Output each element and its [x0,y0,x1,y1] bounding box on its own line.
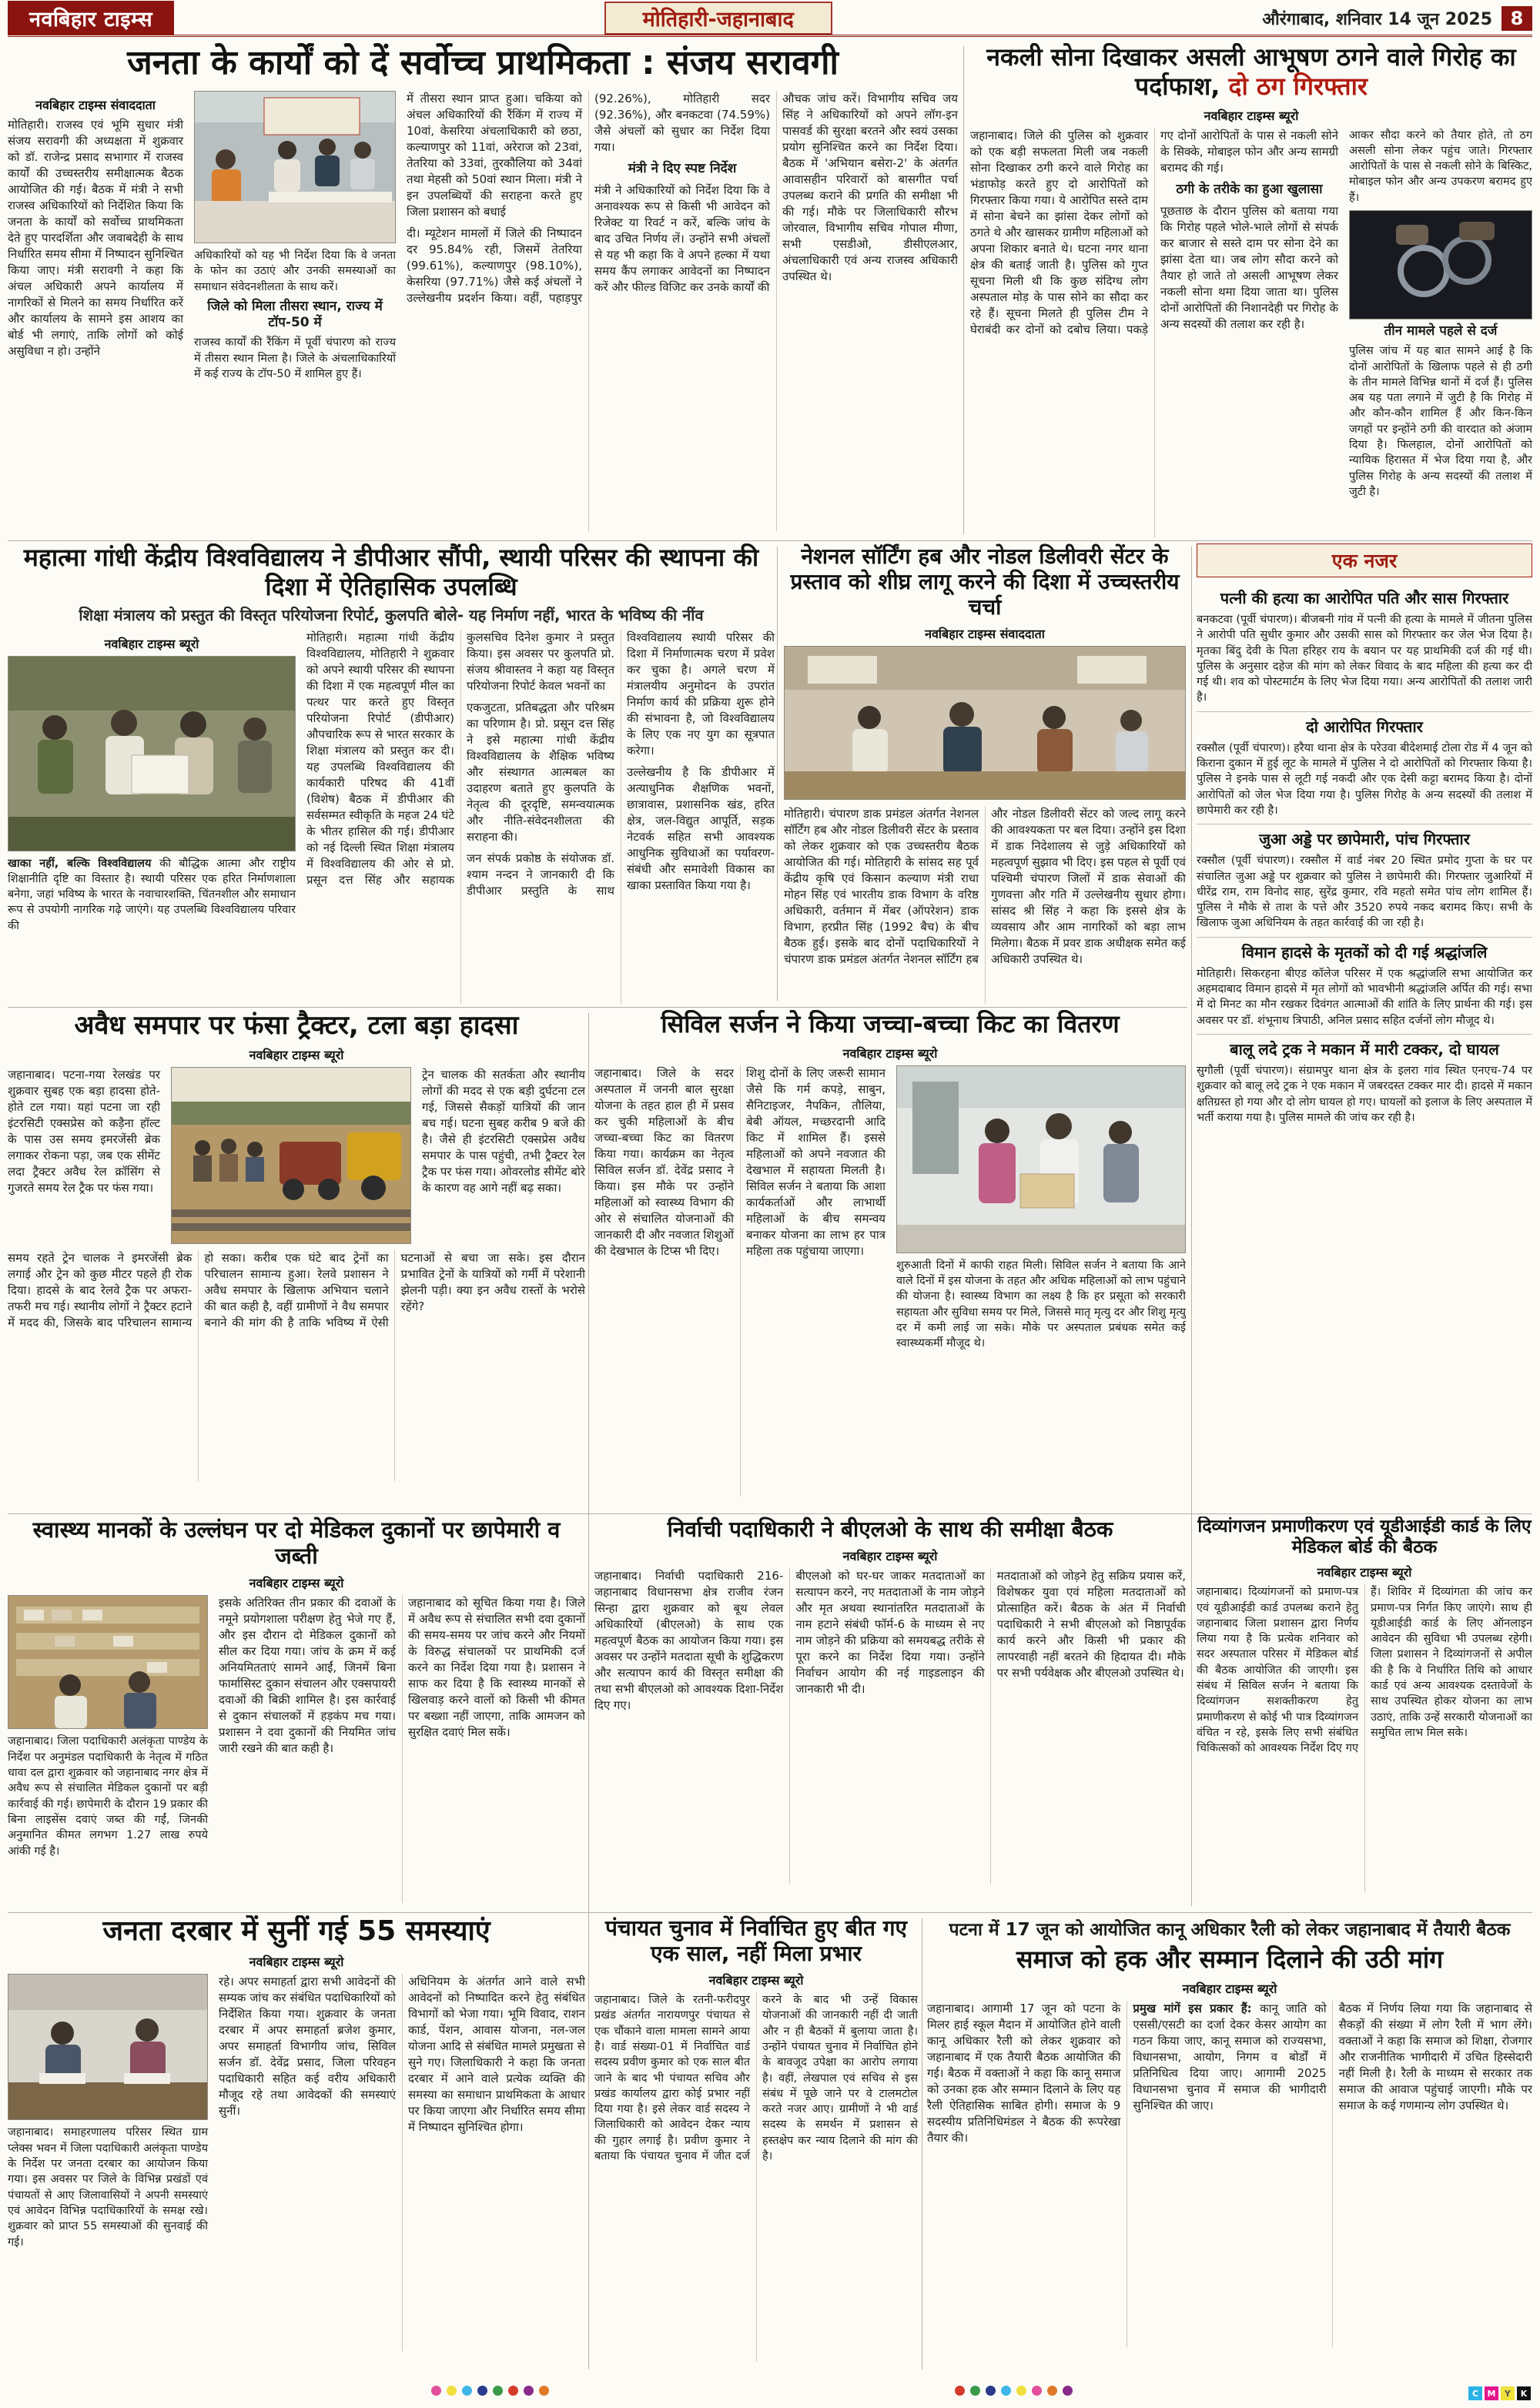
section-one-glance [1197,543,1532,1509]
byline: नवबिहार टाइम्स ब्यूरो [249,1048,344,1063]
body-text: औचक जांच करें। विभागीय सचिव जय सिंह ने अधिकारियों को अपने लॉग-इन पासवर्ड की सुरक्षा बरतने और स्वयं उसका प्रयोग सुनिश्चित करने का निर्देश दिया। बैठक में 'अभियान बसेरा-2' के अंतर्गत आवासहीन परिवारों को बासगीत पर्चा उपलब्ध कराने की प्रगति की समीक्षा भी की गई। मौके पर जिलाधिकारी सौरभ जोरवाल, विभागीय सचिव गोपाल मीणा, सभी एसडीओ, डीसीएलआर, अंचलाधिकारी एवं अन्य राजस्व अधिकारी उपस्थित थे। [782,91,958,283]
article-sorting-hub [784,543,1186,1004]
one-glance-title: एक नजर [1197,543,1532,577]
brief-body: मोतिहारी। सिकरहना बीएड कॉलेज परिसर में एक श्रद्धांजलि सभा आयोजित कर अहमदाबाद विमान हादसे में मृत लोगों को भावभीनी श्रद्धांजलि अर्पित की गई। सभा में दो मिनट का मौन रखकर दिवंगत आत्माओं की शांति के लिए प्रार्थना की गई। इस अवसर पर डॉ. शंभूनाथ त्रिपाठी, अनिल प्रसाद सहित दर्जनों लोग मौजूद थे। [1197,967,1532,1027]
headline: पंचायत चुनाव में निर्वाचित हुए बीत गए एक साल, नहीं मिला प्रभार [605,1915,907,1967]
byline: नवबिहार टाइम्स ब्यूरो [249,1955,344,1970]
body-columns [594,1992,918,2362]
body-text: मोतिहारी। चंपारण डाक प्रमंडल अंतर्गत नेशनल सॉर्टिंग हब और नोडल डिलीवरी सेंटर के प्रस्ताव को लेकर शुक्रवार को एक उच्चस्तरीय बैठक आयोजित की गई। मोतिहारी के सांसद सह पूर्व केंद्रीय कृषि एवं किसान कल्याण मंत्री राधा मोहन सिंह एवं भारतीय डाक विभाग के वरिष्ठ अधिकारी, वर्तमान में मेंबर (ऑपरेशन) डाक विभाग, हरप्रीत सिंह (1992 बैच) के बीच बैठक हुई। इसके बाद दोनों पदाधिकारियों ने चंपारण डाक प्रमंडल अंतर्गत नेशनल सॉर्टिंग हब और नोडल डिलीवरी सेंटर को जल्द लागू करने की आवश्यकता पर बल दिया। उन्होंने इस दिशा में डाक निदेशालय से जुड़े अधिकारियों को महत्वपूर्ण सुझाव भी दिए। इस पहल से पूर्वी एवं पश्चिमी चंपारण जिलों में डाक सेवाओं की गुणवत्ता और गति में उल्लेखनीय सुधार होगा। सांसद श्री सिंह ने कहा कि इससे क्षेत्र के व्यवसाय और आम नागरिकों को बड़ा लाभ मिलेगा। बैठक में प्रवर डाक अधीक्षक समेत कई अधिकारी उपस्थित थे। [784,807,1186,967]
body-text: कानू जाति को एससी/एसटी का दर्जा देकर केसर आयोग का गठन किया जाए, कानू समाज को राज्यसभा, विधानसभा, आयोग, निगम व बोर्डों में प्रतिनिधित्व दिया जाए। आगामी 2025 विधानसभा चुनाव में समाज की भागीदारी सुनिश्चित की जाए। [1133,2001,1327,2112]
body-text: मोतिहारी। महात्मा गांधी केंद्रीय विश्वविद्यालय, मोतिहारी ने शुक्रवार को अपने स्थायी परिसर की स्थापना की दिशा में एक महत्वपूर्ण मील का पत्थर पार करते हुए विस्तृत परियोजना रिपोर्ट (डीपीआर) औपचारिक रूप से भारत सरकार के शिक्षा मंत्रालय को प्रस्तुत कर दी। यह उपलब्धि विश्वविद्यालय की कार्यकारी परिषद की 41वीं (विशेष) बैठक में डीपीआर की सर्वसम्मत स्वीकृति के महज 24 घंटे के भीतर हासिल की गई। डीपीआर को नई दिल्ली स्थित शिक्षा मंत्रालय में विश्वविद्यालय की ओर से प्रो. प्रसून दत्त सिंह और सहायक कुलसचिव दिनेश कुमार ने प्रस्तुत किया। इस अवसर पर कुलपति प्रो. संजय श्रीवास्तव ने कहा यह विस्तृत परियोजना रिपोर्ट केवल भवनों का [306,630,614,887]
headline: सिविल सर्जन ने किया जच्चा-बच्चा किट का वितरण [661,1010,1120,1038]
article-gold-fraud [970,43,1532,537]
subhead: ठगी के तरीके का हुआ खुलासा [1176,181,1323,197]
body-text: रहे। अपर समाहर्ता द्वारा सभी आवेदनों की सम्यक जांच कर संबंधित पदाधिकारियों को निर्देशित किया गया। शुक्रवार के जनता दरबार में अपर समाहर्ता ब्रजेश कुमार, अपर समाहर्ता विभागीय जांच, सिविल सर्जन डॉ. देवेंद्र प्रसाद, जिला परिवहन पदाधिकारी सहित कई वरीय अधिकारी मौजूद रहे तथा आवेदकों की समस्याएं सुनीं। [219,1975,396,2119]
body-text: जहानाबाद। आगामी 17 जून को पटना के मिलर हाई स्कूल मैदान में आयोजित होने वाली कानू अधिकार रैली को लेकर शुक्रवार को जहानाबाद में एक तैयारी बैठक आयोजित की गई। बैठक में वक्ताओं ने कहा कि कानू समाज को उनका हक और सम्मान दिलाने के लिए यह रैली ऐतिहासिक साबित होगी। समाज के 9 सदस्यीय प्रतिनिधिमंडल ने बैठक की रूपरेखा तैयार की। [927,2001,1121,2145]
article-tractor-crossing [8,1010,585,1509]
body-columns [970,128,1338,538]
article-divyang-board [1197,1517,1532,1906]
body-text: राजस्व कार्यों की रैंकिंग में पूर्वी चंपारण को राज्य में तीसरा स्थान मिला है। जिले के अंचलाधिकारियों में कई राज्य के टॉप-50 में शामिल हुए हैं। [194,336,396,380]
byline: नवबिहार टाइम्स ब्यूरो [1182,1981,1277,1996]
brief-body: रक्सौल (पूर्वी चंपारण)। रक्सौल में वार्ड नंबर 20 स्थित प्रमोद गुप्ता के घर पर संचालित जुआ अड्डे पर शुक्रवार को पुलिस ने छापेमारी की। गिरफ्तार जुआरियों में धीरेंद्र राम, राम विनोद साह, सुरेंद्र कुमार, रवि महतो समेत पांच लोग शामिल हैं। पुलिस ने मौके से ताश के पत्ते और 3520 रुपये नकद बरामद किए। सभी के खिलाफ जुआ अधिनियम के तहत कार्रवाई की जा रही है। [1197,855,1532,930]
cyan-mark: C [1468,2386,1482,2400]
body-columns [219,1595,585,1903]
brief-headline: पत्नी की हत्या का आरोपित पति और सास गिरफ्तार [1220,589,1509,607]
body-text: एकजुटता, प्रतिबद्धता और परिश्रम का परिणाम है। प्रो. प्रसून दत्त सिंह ने इसे महात्मा गांधी केंद्रीय विश्वविद्यालय के शैक्षिक भविष्य और संस्थागत आत्मबल का उदाहरण बताते हुए कुलपति के नेतृत्व की दूरदृष्टि, समन्वयात्मक और नीति-संवेदनशीलता की सराहना की। [467,700,614,844]
registration-dots-right [955,2386,1073,2396]
body-text: पूछताछ के दौरान पुलिस को बताया गया कि गिरोह पहले भोले-भाले लोगों से संपर्क कर बाजार से सस्ते दाम पर सोना देने का झांसा देता था। जब लोग सौदा करने को तैयार हो जाते तो असली आभूषण लेकर नकली सोना थमा दिया जाता था। पुलिस दोनों आरोपितों की निशानदेही पर गिरोह के अन्य सदस्यों की तलाश कर रही है। [1160,203,1338,331]
byline: नवबिहार टाइम्स ब्यूरो [249,1576,344,1591]
magenta-mark: M [1485,2386,1498,2400]
body-columns [8,1250,585,1481]
body-text: उल्लेखनीय है कि डीपीआर में अत्याधुनिक शैक्षणिक भवनों, छात्रावास, प्रशासनिक खंड, हरित क्षेत्र, जल-विद्युत आपूर्ति, सड़क नेटवर्क सहित सभी आवश्यक आधुनिक सुविधाओं का पर्यावरण-संबंधी और समावेशी विकास का खाका प्रस्तावित किया गया है। [627,764,775,892]
body-columns [927,2001,1532,2347]
subhead: तीन मामले पहले से दर्ज [1384,323,1498,339]
news-brief [1197,938,1532,1035]
byline: नवबिहार टाइम्स ब्यूरो [104,636,199,651]
body-text: समय रहते ट्रेन चालक ने इमरजेंसी ब्रेक लगाई और ट्रेन को कुछ मीटर पहले ही रोक दिया। हादसे के बाद रेलवे ट्रैक पर अफरा-तफरी मच गई। स्थानीय लोगों ने ट्रैक्टर हटाने में मदद की, जिसके बाद परिचालन सामान्य हो सका। करीब एक घंटे बाद ट्रेनों का परिचालन सामान्य हुआ। रेलवे प्रशासन ने अवैध समपार के खिलाफ अभियान चलाने की बात कही है, वहीं ग्रामीणों ने वैध समपार बनाने की मांग की है ताकि भविष्य में ऐसी घटनाओं से बचा जा सके। इस दौरान प्रभावित ट्रेनों के यात्रियों को गर्मी में परेशानी झेलनी पड़ी। क्या इन अवैध रास्तों के भरोसे रहेंगे? [8,1251,585,1330]
revenue-meeting-photo [194,91,396,243]
brief-headline: बालू लदे ट्रक ने मकान में मारी टक्कर, दो घायल [1230,1039,1499,1059]
kit-distribution-photo [896,1065,1186,1253]
divider [8,1912,1532,1913]
body-text: की बौद्धिक आत्मा और राष्ट्रीय शिक्षानीति दृष्टि का विस्तार है। स्थायी परिसर एक हरित निर्माणशाला बनेगा, जहां भविष्य के भारत के नवाचारशक्ति, चिंतनशील और समाधान रूप से उपयोगी नागरिक गढ़े जाएंगे। यह उपलब्धि विश्वविद्यालय परिवार की [8,857,296,932]
body-text: अधिनियम के अंतर्गत आने वाले सभी आवेदनों को निष्पादित करने हेतु संबंधित विभागों को भेजा गया। भूमि विवाद, राशन कार्ड, पेंशन, आवास योजना, नल-जल योजना आदि से संबंधित मामले प्रमुखता से सुने गए। जिलाधिकारी ने कहा कि जनता दरबार में आने वाले प्रत्येक व्यक्ति की समस्या का समाधान प्राथमिकता के आधार पर किया जाएगा और निर्धारित समय सीमा में निष्पादन सुनिश्चित होगा। [408,1975,585,2135]
body-text: जहानाबाद। पटना-गया रेलखंड पर शुक्रवार सुबह एक बड़ा हादसा होते-होते टल गया। यहां पटना जा रही इंटरसिटी एक्सप्रेस को कड़ैना हॉल्ट के पास उस समय इमरजेंसी ब्रेक लगाकर रोकना पड़ा, जब एक सीमेंट लदा ट्रैक्टर अवैध रेल क्रॉसिंग से गुजरते समय रेल ट्रैक पर फंस गया। [8,1068,160,1196]
masthead: नवबिहार टाइम्स [8,1,174,35]
article-medical-raid [8,1517,585,1906]
headline: महात्मा गांधी केंद्रीय विश्वविद्यालय ने डीपीआर सौंपी, स्थायी परिसर की स्थापना की दिशा में ऐतिहासिक उपलब्धि [23,543,759,601]
article-blo-review [594,1517,1186,1906]
brief-body: बनकटवा (पूर्वी चंपारण)। बीजबनी गांव में पत्नी की हत्या के मामले में जीतना पुलिस ने आरोपी पति सुधीर कुमार और उसकी सास को गिरफ्तार कर जेल भेज दिया है। मृतका बिंदु देवी के पिता हरिहर राय के बयान पर यह प्राथमिकी दर्ज की गई थी। पुलिस के अनुसार दहेज की मांग को लेकर विवाद के बाद महिला की हत्या कर दी गई थी। शव को पोस्टमार्टम के लिए भेज दिया गया। अन्य आरोपितों की तलाश जारी है। [1197,614,1532,704]
headline: निर्वाची पदाधिकारी ने बीएलओ के साथ की समीक्षा बैठक [667,1517,1113,1542]
subhead: मंत्री ने दिए स्पष्ट निर्देश [628,160,737,176]
headline: अवैध समपार पर फंसा ट्रैक्टर, टला बड़ा हादसा [74,1010,519,1041]
headline: नेशनल सॉर्टिंग हब और नोडल डिलीवरी सेंटर के प्रस्ताव को शीघ्र लागू करने की दिशा में उच्चस्तरीय चर्चा [790,543,1180,620]
body-text [1133,2001,1326,2114]
brief-headline: विमान हादसे के मृतकों को दी गई श्रद्धांजलि [1241,942,1488,962]
railway-crossing-photo [171,1067,411,1244]
body-text: बैठक में निर्णय लिया गया कि जहानाबाद से सैकड़ों की संख्या में लोग रैली में भाग लेंगे। वक्ताओं ने कहा कि समाज को शिक्षा, रोजगार और राजनीतिक भागीदारी में उचित हिस्सेदारी नहीं मिली है। रैली के माध्यम से सरकार तक समाज की आवाज पहुंचाई जाएगी। मौके पर समाज के कई गणमान्य लोग उपस्थित थे। [1338,2001,1532,2112]
divider [963,46,964,534]
black-mark: K [1517,2386,1531,2400]
body-text: जहानाबाद को सूचित किया गया है। जिले में अवैध रूप से संचालित सभी दवा दुकानों की समय-समय पर जांच करने और नियमों के विरुद्ध संचालकों पर प्राथमिकी दर्ज करने का निर्देश दिया गया है। प्रशासन ने साफ कर दिया है कि स्वास्थ्य मानकों से खिलवाड़ करने वालों को किसी भी कीमत पर बख्शा नहीं जाएगा, ताकि आमजन को सुरक्षित दवाएं मिल सकें। [408,1596,585,1740]
body-columns [594,1568,1186,1884]
body-text: इसके अतिरिक्त तीन प्रकार की दवाओं के नमूने प्रयोगशाला परीक्षण हेतु भेजे गए हैं, और इस दौरान दो मेडिकल दुकानों को सील कर दिया गया। जांच के क्रम में कई अनियमितताएं सामने आईं, जिनमें बिना फार्मासिस्ट दुकान संचालन और एक्सपायरी दवाओं की बिक्री शामिल है। इस कार्रवाई से दुकान संचालकों में हड़कंप मच गया। प्रशासन ने दवा दुकानों की नियमित जांच जारी रखने की बात कही है। [219,1596,396,1756]
page-number: 8 [1502,6,1532,31]
body-text: जहानाबाद। समाहरणालय परिसर स्थित ग्राम प्लेक्स भवन में जिला पदाधिकारी अलंकृता पाण्डेय के निर्देश पर जनता दरबार का आयोजन किया गया। इस अवसर पर जिले के विभिन्न प्रखंडों एवं पंचायतों से आए जिलावासियों ने अपनी समस्याएं एवं आवेदन विभिन्न पदाधिकारियों के समक्ष रखे। शुक्रवार को प्राप्त 55 समस्याओं की सुनवाई की गई। [8,2126,208,2249]
body-columns [594,1065,886,1497]
byline: नवबिहार टाइम्स संवाददाता [925,627,1045,642]
news-brief [1197,824,1532,937]
headline: समाज को हक और सम्मान दिलाने की उठी मांग [1016,1944,1444,1974]
edition-title: मोतिहारी-जहानाबाद [604,2,832,35]
edition-wrap [174,2,1262,35]
kicker: पटना में 17 जून को आयोजित कानू अधिकार रैली को लेकर जहानाबाद में तैयारी बैठक [949,1920,1511,1940]
body-text: जहानाबाद। जिले की पुलिस को शुक्रवार को एक बड़ी सफलता मिली जब नकली सोना दिखाकर ठगी करने वाले गिरोह का भंडाफोड़ करते हुए दो आरोपितों को गिरफ्तार किया गया। ये आरोपित सस्ते दाम में सोना बेचने का झांसा देकर लोगों को ठगते थे और खासकर ग्रामीण महिलाओं को अपना शिकार बनाते थे। घटना नगर थाना क्षेत्र की बताई जाती है। पुलिस को गुप्त सूचना मिली थी कि कुछ संदिग्ध लोग अस्पताल मोड़ के पास सोने का सौदा कर रहे हैं। सूचना मिलते ही पुलिस टीम ने घेराबंदी कर दोनों को दबोच लिया। पकड़े गए दोनों आरोपितों के पास से नकली सोने के सिक्के, मोबाइल फोन और अन्य सामग्री बरामद की गई। [970,128,1338,336]
article-mother-child-kit [594,1010,1186,1509]
body-text: अधिकारियों को यह भी निर्देश दिया कि वे जनता के फोन का उठाएं और उनकी समस्याओं का समाधान संवेदनशीलता के साथ करें। [194,249,396,293]
headline: जनता दरबार में सुनीं गई 55 समस्याएं [102,1915,490,1947]
article-janta-darbar [8,1915,585,2374]
headline: जनता के कार्यों को दें सर्वोच्च प्राथमिकता : संजय सरावगी [127,43,839,82]
divider [588,1013,589,2370]
place-date: औरंगाबाद, शनिवार 14 जून 2025 [1262,9,1492,29]
article-kanu-rally [927,1915,1532,2374]
news-brief [1197,584,1532,712]
brief-headline: जुआ अड्डे पर छापेमारी, पांच गिरफ्तार [1259,830,1470,849]
body-columns [407,91,958,531]
article-panchayat-ward [594,1915,918,2374]
subhead: जिले को मिला तीसरा स्थान, राज्य में टॉप-50 में [207,298,383,331]
body-text [8,856,296,934]
divider [8,1007,1187,1008]
divider [1191,547,1192,1906]
postal-meeting-photo [784,646,1186,800]
page-header [8,5,1532,37]
brief-headline: दो आरोपित गिरफ्तार [1306,717,1423,736]
divider [8,1513,1532,1514]
headline: दिव्यांगजन प्रमाणीकरण एवं यूडीआईडी कार्ड के लिए मेडिकल बोर्ड की बैठक [1197,1517,1532,1558]
body-columns [219,1974,585,2351]
demands-label: प्रमुख मांगें इस प्रकार हैं: [1133,2001,1260,2015]
body-text: जन संपर्क प्रकोष्ठ के संयोजक डॉ. श्याम नन्दन ने जानकारी दी कि डीपीआर प्रस्तुति के साथ विश्वविद्यालय स्थायी परिसर की दिशा में निर्माणात्मक चरण में प्रवेश कर चुका है। अगले चरण में मंत्रालयीय अनुमोदन के उपरांत निर्माण कार्य की प्रक्रिया शुरू होने की संभावना है, जो विश्वविद्यालय के लिए एक नए युग का सूत्रपात करेगा। [467,630,775,898]
divider [8,540,1532,541]
body-text: में तीसरा स्थान प्राप्त हुआ। चकिया को अंचल अधिकारियों की रैंकिंग में राज्य में 10वां, केसरिया अंचलाधिकारी को छठा, कल्याणपुर को 11वां, अरेराज को 23वां, तेतरिया को 33वां, तुरकौलिया को 34वां तथा मेहसी को 50वां स्थान मिला। मंत्री ने इन उपलब्धियों की सराहना करते हुए जिला प्रशासन को बधाई [407,91,582,219]
body-text: शुरुआती दिनों में काफी राहत मिली। सिविल सर्जन ने बताया कि आने वाले दिनों में इस योजना के तहत और अधिक महिलाओं को लाभ पहुंचाने की योजना है। स्वास्थ्य विभाग का लक्ष्य है कि हर प्रसूता को सरकारी सहायता और सुविधा समय पर मिले, जिससे मातृ मृत्यु दर और शिशु मृत्यु दर में कमी लाई जा सके। मौके पर अस्पताल प्रबंधक समेत कई स्वास्थ्यकर्मी मौजूद थे। [896,1259,1186,1350]
news-brief [1197,1035,1532,1131]
byline: नवबिहार टाइम्स ब्यूरो [842,1549,938,1564]
byline: नवबिहार टाइम्स ब्यूरो [708,1973,804,1988]
body-text: जहानाबाद। जिले के रतनी-फरीदपुर प्रखंड अंतर्गत नारायणपुर पंचायत से एक चौंकाने वाला मामला सामने आया है। वार्ड संख्या-01 में निर्वाचित वार्ड सदस्य प्रवीण कुमार को एक साल बीत जाने के बाद भी पंचायत सचिव और प्रखंड कार्यालय द्वारा कोई प्रभार नहीं दिया गया है। इसे लेकर वार्ड सदस्य ने जिलाधिकारी को आवेदन देकर न्याय की गुहार लगाई है। प्रवीण कुमार ने बताया कि पंचायत चुनाव में जीत दर्ज करने के बाद भी उन्हें विकास योजनाओं की जानकारी नहीं दी जाती और न ही बैठकों में बुलाया जाता है। उन्होंने पंचायत चुनाव में निर्वाचित होने के बावजूद उपेक्षा का आरोप लगाया है। वहीं, लेखपाल एवं सचिव से इस संबंध में पूछे जाने पर वे टालमटोल करते नजर आए। ग्रामीणों ने भी वार्ड सदस्य के समर्थन में प्रशासन से हस्तक्षेप कर न्याय दिलाने की मांग की है। [594,1994,918,2163]
brief-body: रक्सौल (पूर्वी चंपारण)। हरैया थाना क्षेत्र के परेउवा बीदेशमाई टोला रोड में 4 जून को किराना दुकान में हुई लूट के मामले में पुलिस ने दो आरोपितों को गिरफ्तार किया है। पुलिस ने इनके पास से लूटी गई नकदी और एक देसी कट्टा बरामद किया है। दोनों आरोपितों को जेल भेज दिया गया है। पुलिस गिरोह के अन्य सदस्यों की तलाश में छापेमारी कर रही है। [1197,741,1532,817]
handcuffs-photo [1349,210,1532,319]
body-text: पुलिस जांच में यह बात सामने आई है कि दोनों आरोपितों के खिलाफ पहले से ही ठगी के तीन मामले विभिन्न थानों में दर्ज हैं। पुलिस अब यह पता लगाने में जुटी है कि गिरोह में और कौन-कौन शामिल हैं और किन-किन जगहों पर इन्होंने ठगी की वारदात को अंजाम दिया है। फिलहाल, दोनों आरोपितों को न्यायिक हिरासत में भेज दिया गया है, और पुलिस गिरोह के अन्य सदस्यों की तलाश में जुटी है। [1349,345,1532,498]
brief-body: सुगौली (पूर्वी चंपारण)। संग्रामपुर थाना क्षेत्र के इलरा गांव स्थित एनएच-74 पर शुक्रवार को बालू लदे ट्रक ने एक मकान में जबरदस्त टक्कर मार दी। हादसे में मकान क्षतिग्रस्त हो गया और दो लोग घायल हो गए। घायलों को इलाज के लिए अस्पताल में भर्ती कराया गया है। पुलिस मामले की जांच कर रही है। [1197,1064,1532,1124]
byline: नवबिहार टाइम्स ब्यूरो [1204,108,1299,123]
body-columns [784,806,1186,1004]
janta-darbar-photo [8,1974,208,2120]
news-brief [1197,712,1532,824]
body-text: जहानाबाद। जिला पदाधिकारी अलंकृता पाण्डेय के निर्देश पर अनुमंडल पदाधिकारी के नेतृत्व में गठित धावा दल द्वारा शुक्रवार को जहानाबाद नगर क्षेत्र में अवैध रूप से संचालित मेडिकल दुकानों पर बड़ी कार्रवाई की गई। छापेमारी के दौरान 19 प्रकार की बिना लाइसेंस दवाएं जब्त की गईं, जिनकी अनुमानित कीमत लगभग 1.27 लाख रुपये आंकी गई है। [8,1735,208,1858]
article-minister-review [8,43,958,537]
body-text: मोतिहारी। राजस्व एवं भूमि सुधार मंत्री संजय सरावगी की अध्यक्षता में शुक्रवार को डॉ. राजेन्द्र प्रसाद सभागार में राजस्व कार्यों की उच्चस्तरीय समीक्षात्मक बैठक आयोजित की गई। बैठक में मंत्री ने सभी राजस्व अधिकारियों को निर्देशित किया कि जनता के कार्यों को सर्वोच्च प्राथमिकता देते हुए पारदर्शिता और जवाबदेही के साथ निर्धारित समय सीमा में निष्पादन सुनिश्चित किया जाए। मंत्री सरावगी ने कहा कि अंचल अधिकारी अपने कार्यालय में नागरिकों से मिलने का समय निर्धारित करें और कार्यालय के सामने इस आशय का बोर्ड भी लगाएं, ताकि लोगों को कोई असुविधा न हो। उन्होंने [8,117,183,358]
headline-accent: दो ठग गिरफ्तार [1228,71,1368,101]
byline: नवबिहार टाइम्स ब्यूरो [1317,1565,1412,1580]
body-columns [1197,1584,1532,1892]
body-text: ट्रेन चालक की सतर्कता और स्थानीय लोगों की मदद से एक बड़ी दुर्घटना टल गई, जिससे सैकड़ों यात्रियों की जान बच गई। घटना सुबह करीब 9 बजे की है। जैसे ही इंटरसिटी एक्सप्रेस अवैध समपार के पास पहुंची, तभी ट्रैक्टर रेल ट्रैक पर फंस गया। ओवरलोड सीमेंट बोरे के कारण वह आगे नहीं बढ़ सका। [422,1068,585,1196]
yellow-mark: Y [1501,2386,1515,2400]
byline: नवबिहार टाइम्स ब्यूरो [842,1045,938,1061]
body-text: आकर सौदा करने को तैयार होते, तो ठग असली सोना लेकर पहुंच जाते। गिरफ्तार आरोपितों के पास से नकली सोने के बिस्किट, मोबाइल फोन और अन्य उपकरण बरामद हुए हैं। [1349,129,1532,204]
body-lead: खाका नहीं, बल्कि विश्वविद्यालय [8,857,160,870]
body-text: मंत्री ने अधिकारियों को निर्देश दिया कि वे अनावश्यक रूप से किसी भी आवेदन को रिजेक्ट या रिवर्ट न करें, बल्कि जांच के बाद उचित निर्णय लें। उन्होंने सभी अंचलों से यह भी कहा कि वे अपने हल्का में यथा समय कैंप लगाकर आवेदनों का निष्पादन करें और फील्ड विजिट कर उनके कार्यों की [594,183,770,295]
byline: नवबिहार टाइम्स संवाददाता [35,97,156,112]
body-text: जहानाबाद। निर्वाची पदाधिकारी 216-जहानाबाद विधानसभा क्षेत्र राजीव रंजन सिन्हा द्वारा शुक्रवार को बूथ लेवल अधिकारियों (बीएलओ) के साथ एक महत्वपूर्ण बैठक का आयोजन किया गया। इस अवसर पर उन्होंने मतदाता सूची के शुद्धिकरण और सत्यापन कार्य की विस्तृत समीक्षा की तथा सभी बीएलओ को आवश्यक दिशा-निर्देश दिए गए। [594,1569,784,1713]
headline: नकली सोना दिखाकर असली आभूषण ठगने वाले गिरोह का पर्दाफाश, [986,43,1516,101]
body-text: मतदाताओं को जोड़ने हेतु सक्रिय प्रयास करें, विशेषकर युवा एवं महिला मतदाताओं को प्रोत्साहित करें। बैठक के अंत में निर्वाची पदाधिकारी ने सभी बीएलओ को निष्ठापूर्वक कार्य करने और किसी भी प्रकार की लापरवाही नहीं बरतने की हिदायत दी। मौके पर सभी पर्यवेक्षक और बीएलओ उपस्थित थे। [996,1569,1186,1681]
divider [777,547,778,1001]
shop-inspection-photo [8,1595,208,1729]
headline: स्वास्थ्य मानकों के उल्लंघन पर दो मेडिकल दुकानों पर छापेमारी व जब्ती [32,1517,561,1570]
registration-dots-left [431,2386,549,2396]
body-text: बीएलओ को घर-घर जाकर मतदाताओं का सत्यापन करने, नए मतदाताओं के नाम जोड़ने और मृत अथवा स्थानांतरित मतदाताओं के नाम हटाने संबंधी फॉर्म-6 के माध्यम से नए नाम जोड़ने की प्रक्रिया को समयबद्ध तरीके से पूरा करने का निर्देश दिया गया। उन्होंने निर्वाचन आयोग की नई गाइडलाइन की जानकारी भी दी। [795,1569,985,1697]
article-mgcu-dpr [8,543,775,1004]
cmyk-marks [1468,2386,1531,2400]
body-text: शिशु दोनों के लिए जरूरी सामान जैसे कि गर्म कपड़े, साबुन, सैनिटाइजर, नैपकिन, तौलिया, बेबी ऑयल, मच्छरदानी आदि किट में शामिल हैं। इससे महिलाओं को अपने नवजात की देखभाल में सहायता मिलती है। सिविल सर्जन ने बताया कि आशा कार्यकर्ताओं और लाभार्थी महिलाओं के बीच समन्वय बनाकर योजना का लाभ हर पात्र महिला तक पहुंचाया जाएगा। [746,1065,886,1258]
body-columns [306,630,775,1005]
dpr-handover-photo [8,656,296,851]
body-text: जहानाबाद। दिव्यांगजनों को प्रमाण-पत्र एवं यूडीआईडी कार्ड उपलब्ध कराने हेतु जहानाबाद जिला प्रशासन द्वारा निर्णय लिया गया है कि प्रत्येक शनिवार को सदर अस्पताल परिसर में मेडिकल बोर्ड की बैठक आयोजित की जाएगी। इस संबंध में सिविल सर्जन ने बताया कि दिव्यांगजन सशक्तीकरण हेतु प्रमाणीकरण से कोई भी पात्र दिव्यांगजन वंचित न रहे, इसके लिए सभी संबंधित चिकित्सकों को आवश्यक निर्देश दिए गए हैं। शिविर में दिव्यांगता की जांच कर प्रमाण-पत्र निर्गत किए जाएंगे। साथ ही यूडीआईडी कार्ड के लिए ऑनलाइन आवेदन की सुविधा भी उपलब्ध रहेगी। जिला प्रशासन ने दिव्यांगजनों से अपील की है कि वे निर्धारित तिथि को आधार कार्ड एवं अन्य आवश्यक दस्तावेजों के साथ उपस्थित होकर योजना का लाभ उठाएं, ताकि उन्हें सरकारी योजनाओं का समुचित लाभ मिल सके। [1197,1586,1532,1755]
body-text: दी। म्यूटेशन मामलों में जिले की निष्पादन दर 95.84% रही, जिसमें तेतरिया (99.61%), कल्याणपुर (98.10%), केसरिया (97.71%) जैसे कई अंचलों ने उल्लेखनीय प्रदर्शन किया। वहीं, पहाड़पुर (92.26%), मोतिहारी सदर (92.36%), और बनकटवा (74.59%) जैसे अंचलों को सुधार का निर्देश दिया गया। [407,91,770,305]
deck: शिक्षा मंत्रालय को प्रस्तुत की विस्तृत परियोजना रिपोर्ट, कुलपति बोले- यह निर्माण नहीं, भारत के भविष्य की नींव [79,605,704,624]
body-text: जहानाबाद। जिले के सदर अस्पताल में जननी बाल सुरक्षा योजना के तहत हाल ही में प्रसव कर चुकी महिलाओं के बीच जच्चा-बच्चा किट का वितरण किया गया। कार्यक्रम का नेतृत्व सिविल सर्जन डॉ. देवेंद्र प्रसाद ने किया। इस मौके पर उन्होंने महिलाओं को स्वास्थ्य विभाग की ओर से संचालित योजनाओं की जानकारी दी और नवजात शिशुओं की देखभाल के टिप्स भी दिए। [594,1065,735,1258]
